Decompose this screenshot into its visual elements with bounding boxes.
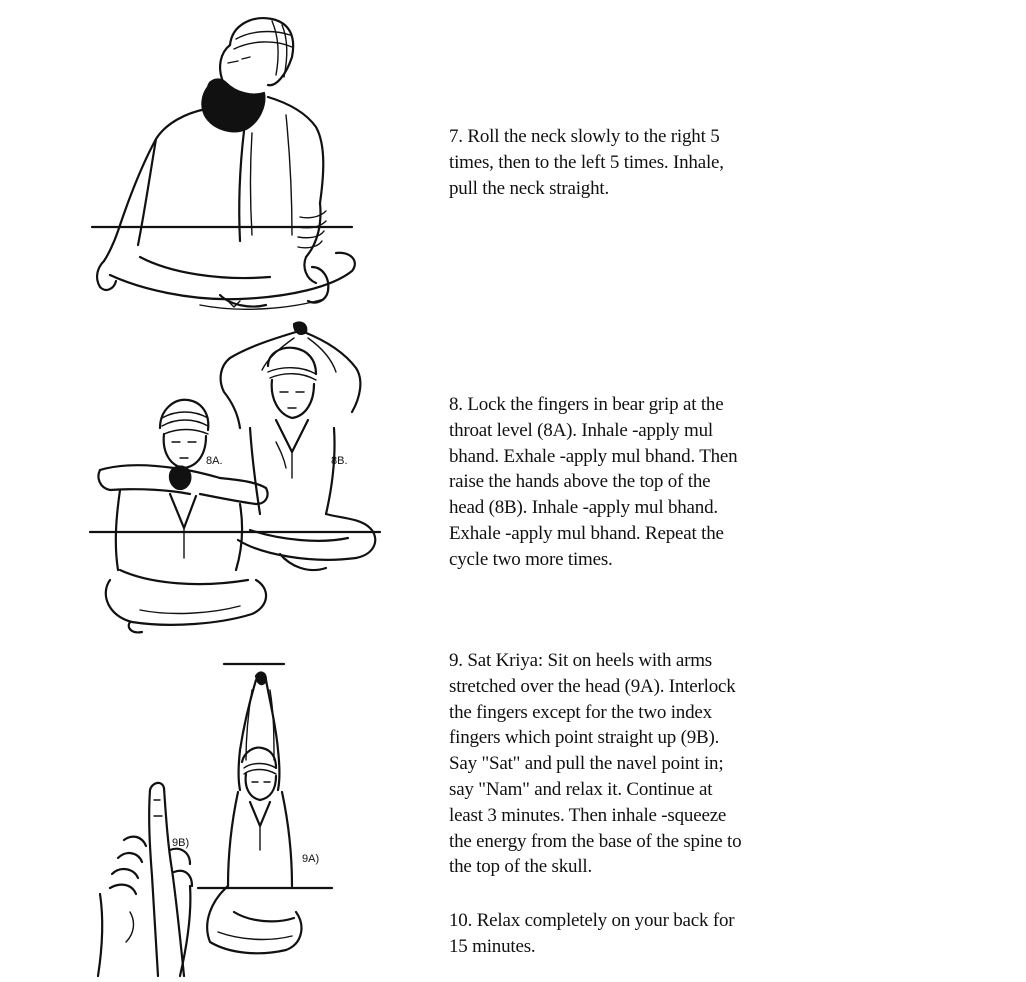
figure-label-9a: 9A) [302, 853, 320, 865]
illustration-sat-kriya [80, 650, 380, 982]
step-10-text: 10. Relax completely on your back for 15 minutes. [449, 910, 735, 957]
figure-label-8b: 8B. [331, 455, 348, 467]
step-9-text: 9. Sat Kriya: Sit on heels with arms stretched over the head (9A). Interlock the fingers except for the two index fingers which point straight up (9B). Say "Sat" and pull the navel point in; say "Nam" and relax it. Continue at least 3 minutes. Then inhale -squeeze the energy from the base of the spine to the top of the skull. [449, 650, 742, 878]
figure-label-8a: 8A. [206, 455, 223, 467]
illustration-neck-roll [80, 5, 370, 325]
step-8-text: 8. Lock the fingers in bear grip at the throat level (8A). Inhale -apply mul bhand. Exhale -apply mul bhand. Then raise the hands above the top of the head (8B). Inhale -apply mul bhand. Exhale -apply mul bhand. Repeat the cycle two more times. [449, 394, 738, 570]
illustration-bear-grip [80, 318, 400, 643]
step-7-text: 7. Roll the neck slowly to the right 5 times, then to the left 5 times. Inhale, pull the neck straight. [449, 126, 724, 199]
figure-label-9b: 9B) [172, 837, 190, 849]
